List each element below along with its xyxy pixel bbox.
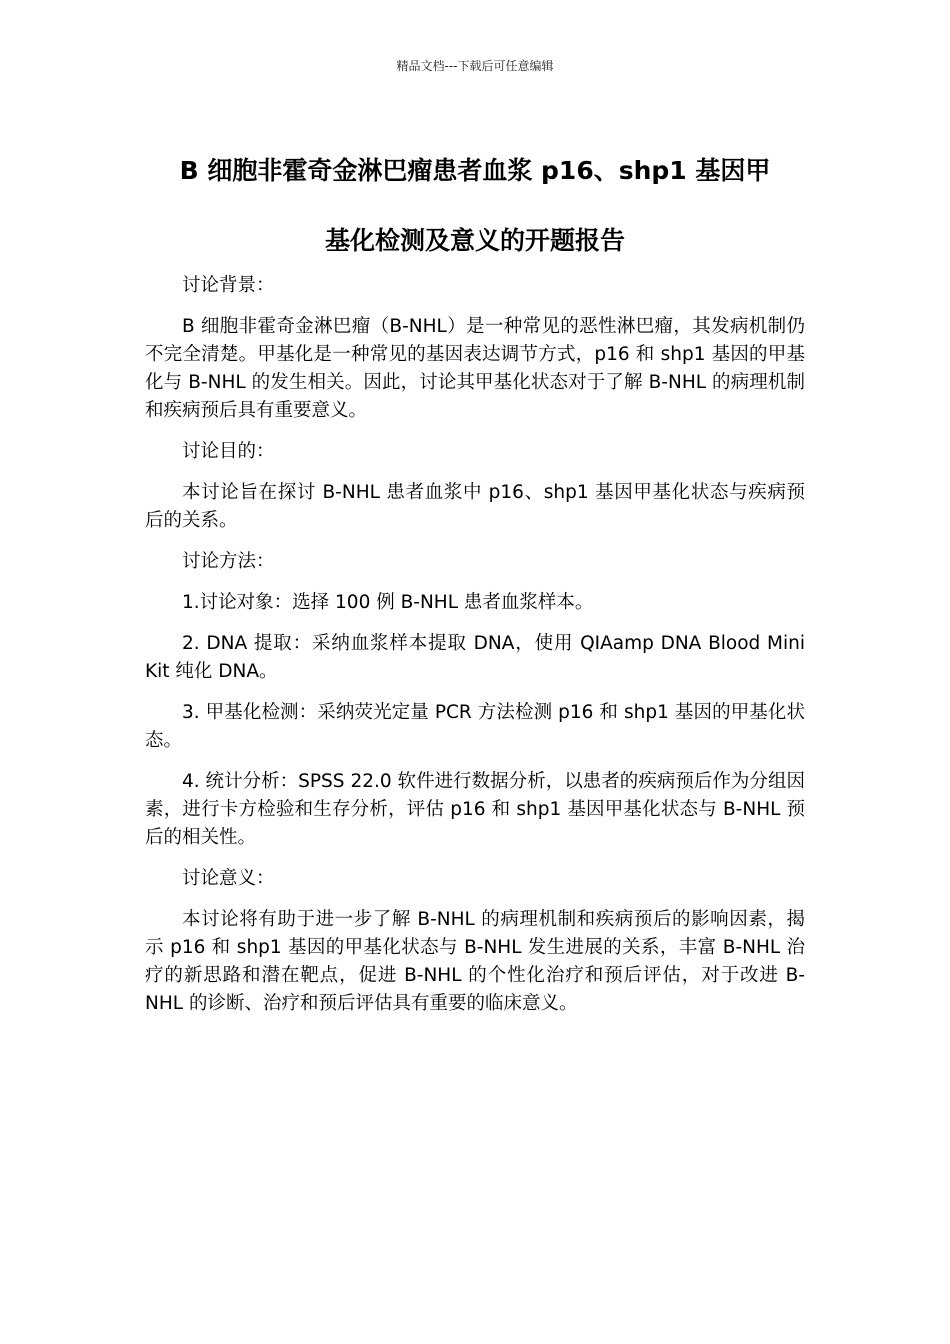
document-title xyxy=(145,136,805,276)
purpose-paragraph: 本讨论旨在探讨 B-NHL 患者血浆中 p16、shp1 基因甲基化状态与疾病预后的关系。 xyxy=(145,482,805,531)
significance-paragraph: 本讨论将有助于进一步了解 B-NHL 的病理机制和疾病预后的影响因素，揭示 p16 和 shp1 基因的甲基化状态与 B-NHL 发生进展的关系，丰富 B-NHL 治疗的新思路和潜在靶点，促进 B-NHL 的个性化治疗和预后评估，对于改进 B-NHL 的诊断、治疗和预后评估具有重要的临床意义。 xyxy=(145,909,805,1014)
method-heading: 讨论方法： xyxy=(182,551,275,572)
title-line-1: B 细胞非霍奇金淋巴瘤患者血浆 p16、shp1 基因甲 xyxy=(179,156,771,185)
purpose-heading: 讨论目的： xyxy=(182,441,275,462)
method-item-2: 2. DNA 提取：采纳血浆样本提取 DNA，使用 QIAamp DNA Blood Mini Kit 纯化 DNA。 xyxy=(145,633,805,682)
background-heading: 讨论背景： xyxy=(182,275,275,296)
document-body xyxy=(145,272,805,1031)
background-paragraph: B 细胞非霍奇金淋巴瘤（B-NHL）是一种常见的恶性淋巴瘤，其发病机制仍不完全清楚。甲基化是一种常见的基因表达调节方式，p16 和 shp1 基因的甲基化与 B-NHL 的发生相关。因此，讨论其甲基化状态对于了解 B-NHL 的病理机制和疾病预后具有重要意义。 xyxy=(145,316,805,421)
significance-heading: 讨论意义： xyxy=(182,868,275,889)
method-item-1: 1.讨论对象：选择 100 例 B-NHL 患者血浆样本。 xyxy=(182,592,594,613)
method-item-4: 4. 统计分析：SPSS 22.0 软件进行数据分析，以患者的疾病预后作为分组因素，进行卡方检验和生存分析，评估 p16 和 shp1 基因甲基化状态与 B-NHL 预后的相关性。 xyxy=(145,771,805,848)
header-note: 精品文档---下载后可任意编辑 xyxy=(396,59,554,73)
title-line-2: 基化检测及意义的开题报告 xyxy=(324,226,625,255)
method-item-3: 3. 甲基化检测：采纳荧光定量 PCR 方法检测 p16 和 shp1 基因的甲基化状态。 xyxy=(145,702,805,751)
